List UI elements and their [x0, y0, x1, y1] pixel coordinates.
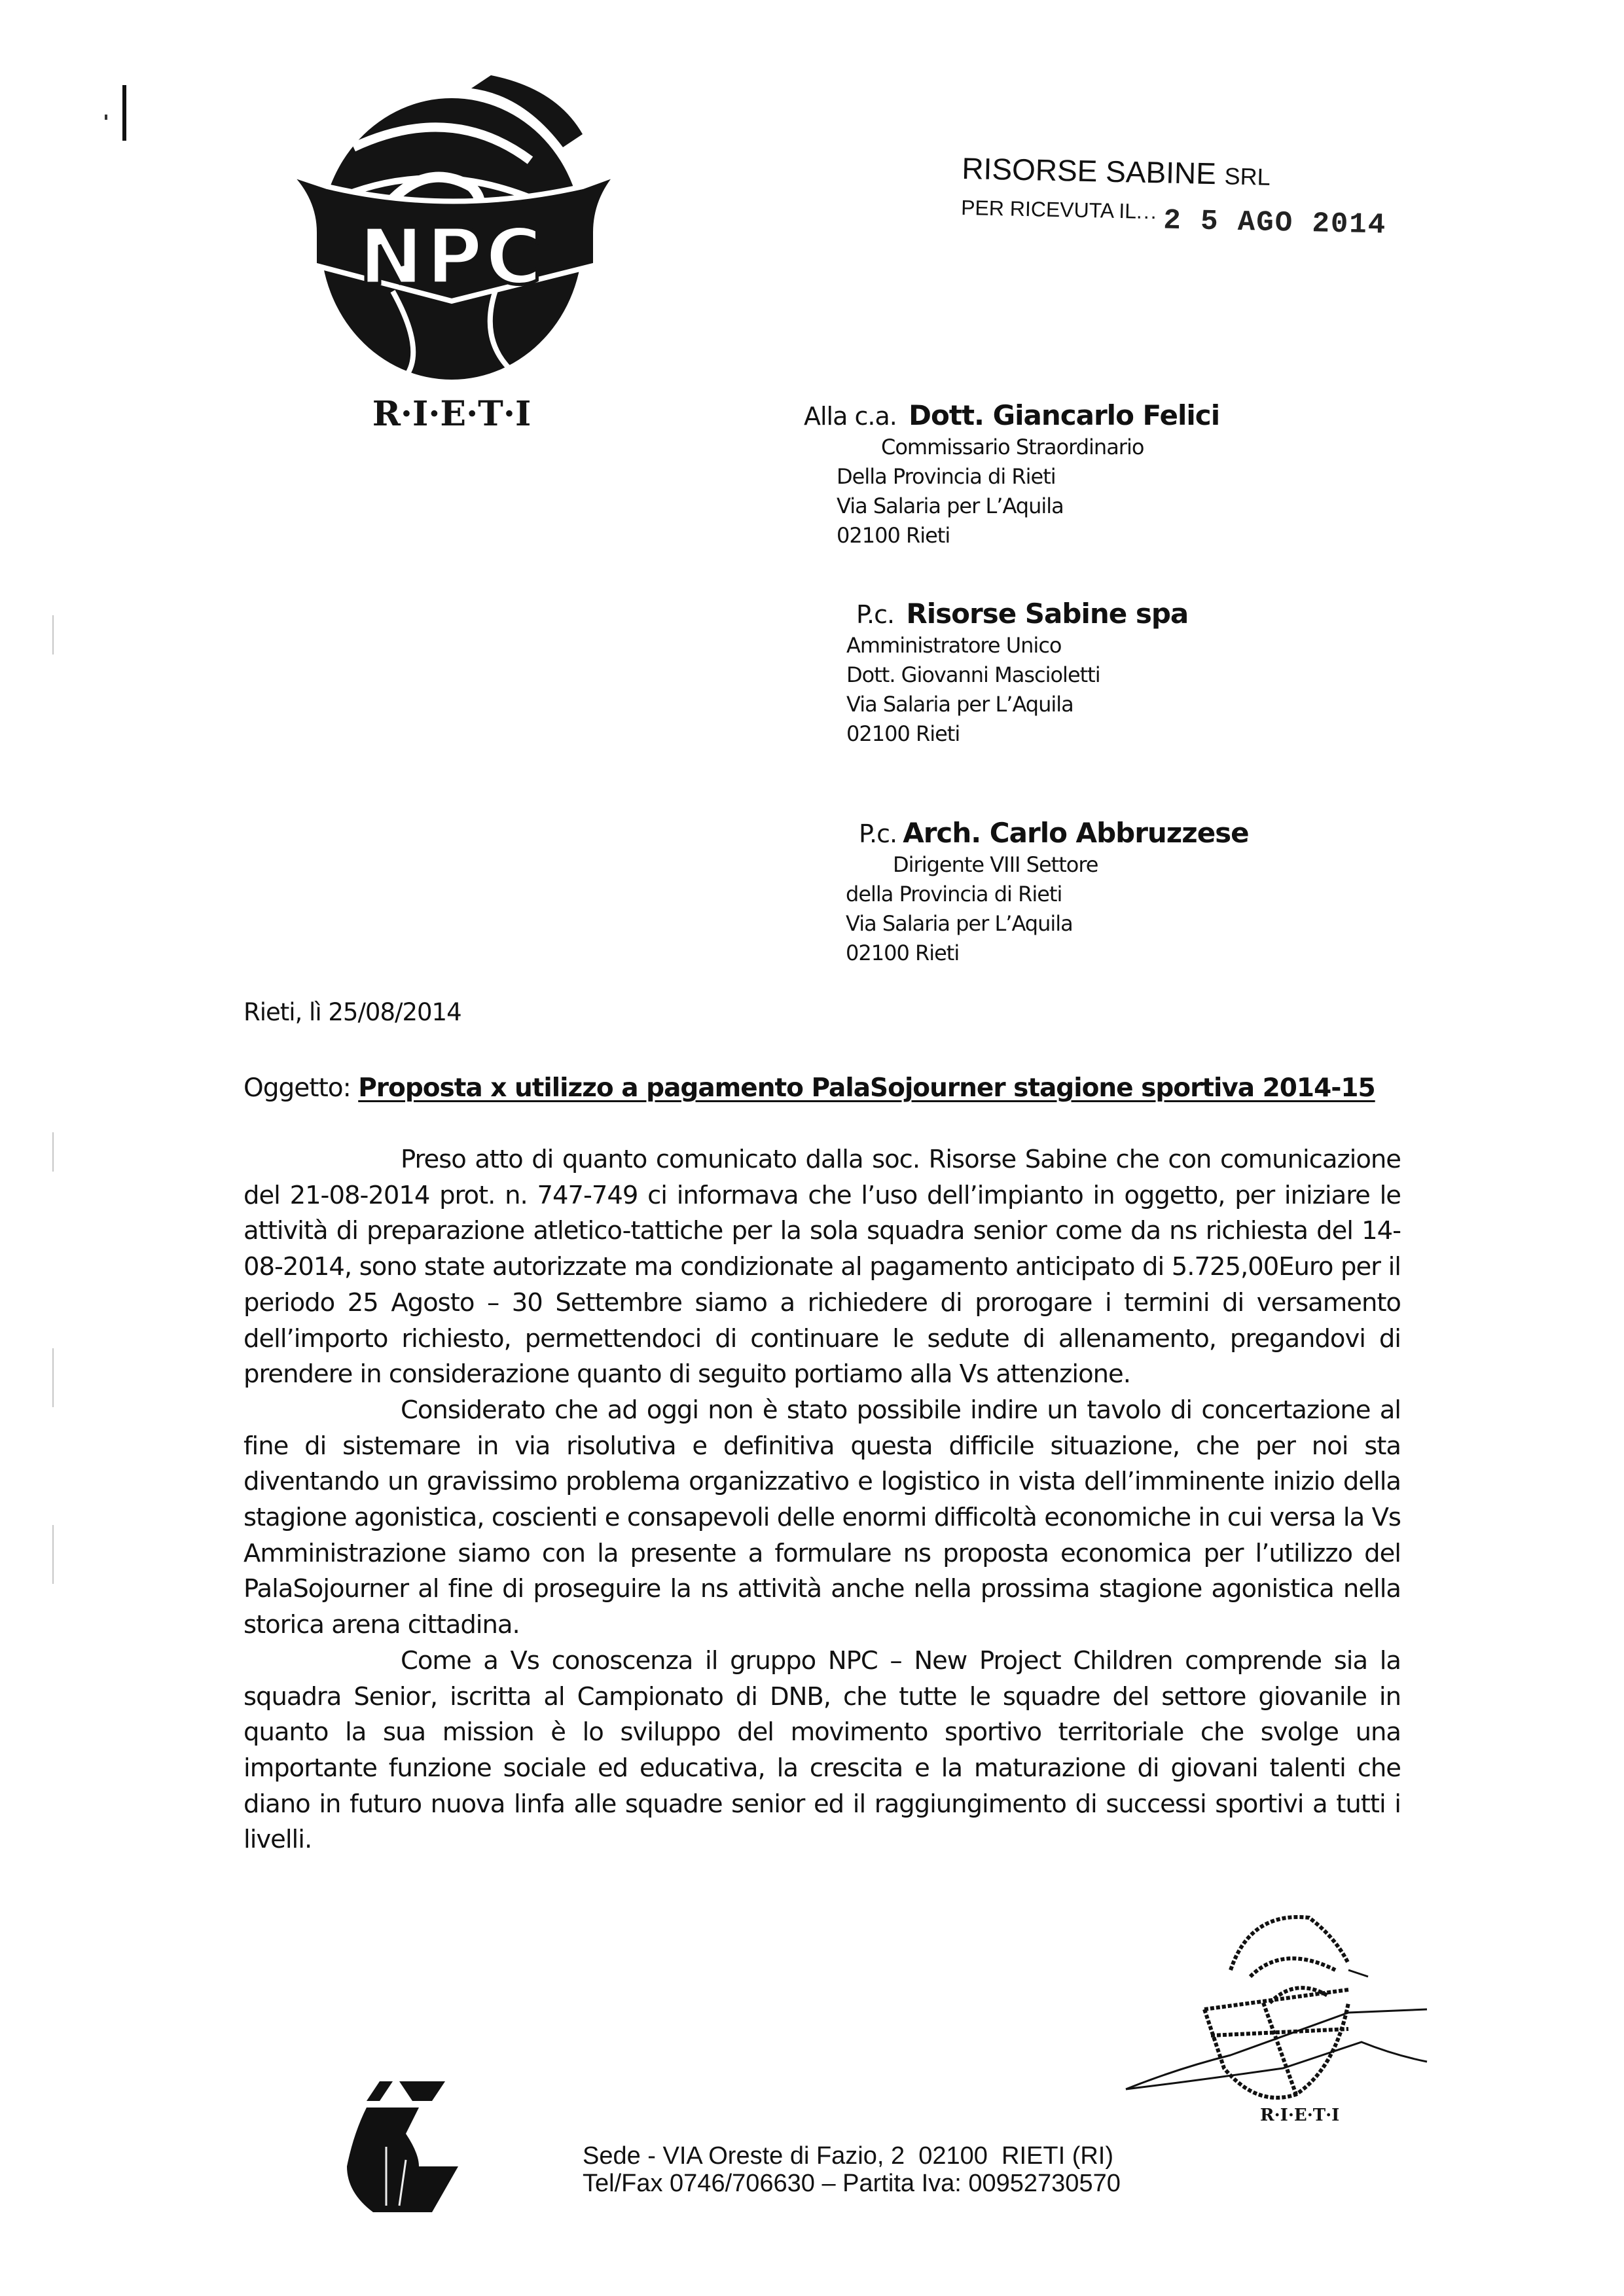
scan-margin-line — [52, 1348, 54, 1407]
recipient-line: 02100 Rieti — [846, 721, 960, 746]
received-stamp — [960, 151, 1499, 242]
scan-margin-line — [52, 1525, 54, 1584]
stamp-company: RISORSE SABINE — [961, 151, 1217, 191]
recipient-name: Risorse Sabine spa — [906, 598, 1189, 630]
svg-text:NPC: NPC — [359, 211, 545, 302]
stamp-dots: ... — [1136, 199, 1159, 224]
recipient-line: 02100 Rieti — [846, 941, 960, 965]
signature-stamp-icon — [1100, 1898, 1545, 2140]
footer-info — [583, 2142, 1121, 2197]
letter-date: Rieti, lì 25/08/2014 — [244, 998, 461, 1026]
footer-contact: Tel/Fax 0746/706630 – Partita Iva: 00952730570 — [583, 2170, 1121, 2197]
recipient-block-3 — [846, 818, 1249, 968]
subject-text: Proposta x utilizzo a pagamento PalaSojourner stagione sportiva 2014-15 — [358, 1073, 1375, 1103]
recipient-line: Via Salaria per L’Aquila — [846, 692, 1074, 717]
svg-text:R·I·E·T·I: R·I·E·T·I — [372, 394, 532, 434]
recipient-line: Della Provincia di Rieti — [837, 464, 1056, 489]
body-paragraph-1: Preso atto di quanto comunicato dalla soc. Risorse Sabine che con comunicazione del 21-08-2014 prot. n. 747-749 ci informava che l’uso dell’impianto in oggetto, per iniziare le attività di preparazione atletico-tattiche per la sola squadra senior come da ns richiesta del 14-08-2014, sono state autorizzate ma condizionate al pagamento anticipato di 5.725,00Euro per il periodo 25 Agosto – 30 Settembre siamo a richiedere di prorogare i termini di versamento dell’importo richiesto, permettendoci di continuare le sedute di allenamento, pregandovi di prendere in considerazione quanto di seguito portiamo alla Vs attenzione. — [244, 1145, 1401, 1390]
body-paragraph-3: Come a Vs conoscenza il gruppo NPC – New Project Children comprende sia la squadra Senior, iscritta al Campionato di DNB, che tutte le squadre del settore giovanile in quanto la sua mission è lo sviluppo del movimento sportivo territoriale che svolge una importante funzione sociale ed educativa, la crescita e la maturazione di giovani talenti che diano in futuro nuova linfa alle squadre senior ed il raggiungimento di successi sportivi a tutti i livelli. — [244, 1645, 1401, 1855]
recipient-line: Via Salaria per L’Aquila — [837, 493, 1064, 518]
svg-text:R·I·E·T·I: R·I·E·T·I — [1260, 2106, 1340, 2125]
subject-label: Oggetto: — [244, 1073, 351, 1103]
recipient-prefix: P.c. — [859, 819, 897, 848]
scan-margin-line — [52, 1132, 54, 1172]
recipient-prefix: Alla c.a. — [804, 402, 897, 431]
recipient-line: della Provincia di Rieti — [846, 882, 1062, 906]
body-paragraph-2: Considerato che ad oggi non è stato possibile indire un tavolo di concertazione al fine di sistemare in via risolutiva e definitiva questa difficile situazione, che per noi sta diventando un gravissimo problema organizzativo e logistico in vista dell’imminente inizio della stagione agonistica, coscienti e consapevoli delle enormi difficoltà economiche in cui versa la Vs Amministrazione siamo con la presente a formulare ns proposta economica per l’utilizzo del PalaSojourner al fine di proseguire la ns attività anche nella prossima stagione agonistica nella storica arena cittadina. — [244, 1395, 1401, 1640]
letter-body — [244, 1142, 1401, 1858]
stamp-date: 2 5 AGO 2014 — [1163, 204, 1387, 242]
stamp-label: PER RICEVUTA IL — [960, 195, 1137, 223]
recipient-line: 02100 Rieti — [837, 523, 950, 548]
recipient-block-2 — [846, 599, 1188, 749]
recipient-name: Arch. Carlo Abbruzzese — [903, 817, 1249, 849]
scan-mark — [105, 115, 107, 120]
stamp-company-suffix: SRL — [1224, 162, 1271, 190]
subject-line — [244, 1073, 1375, 1103]
footer-basketball-logo-icon — [314, 2062, 478, 2219]
recipient-name: Dott. Giancarlo Felici — [909, 399, 1220, 431]
recipient-block-1 — [804, 401, 1219, 550]
footer-address: Sede - VIA Oreste di Fazio, 2 02100 RIETI (RI) — [583, 2142, 1114, 2170]
scan-margin-line — [52, 615, 54, 655]
recipient-role: Amministratore Unico — [846, 633, 1062, 658]
recipient-line: Dott. Giovanni Mascioletti — [846, 662, 1100, 687]
npc-basketball-logo-icon — [275, 75, 628, 442]
recipient-role: Commissario Straordinario — [881, 435, 1144, 459]
scan-mark — [122, 85, 126, 141]
recipient-line: Via Salaria per L’Aquila — [846, 911, 1073, 936]
recipient-role: Dirigente VIII Settore — [893, 852, 1098, 877]
recipient-prefix: P.c. — [856, 600, 895, 629]
